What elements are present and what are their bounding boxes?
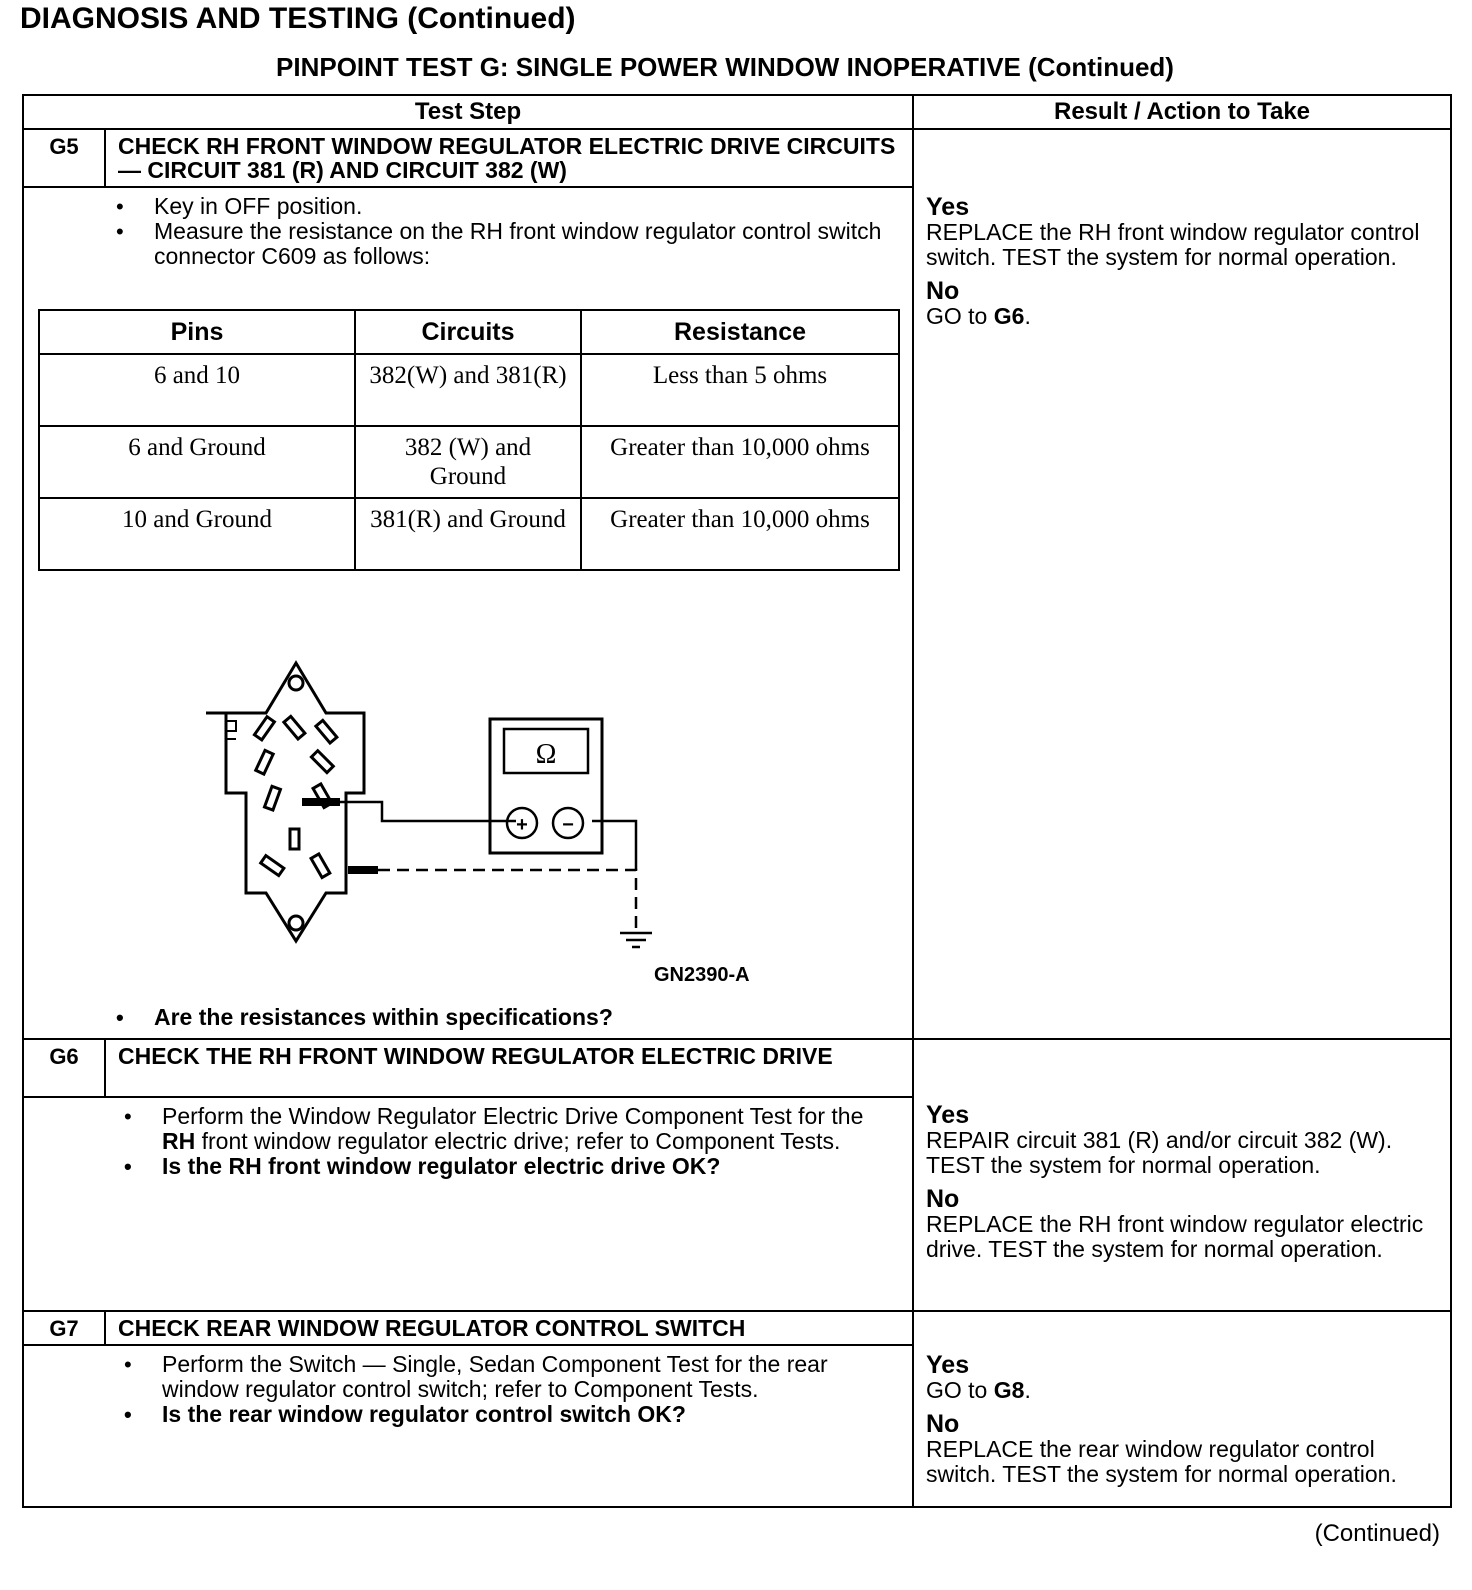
yes-action: GO to G8.: [926, 1377, 1031, 1403]
result-cell: [913, 1039, 1451, 1311]
no-action: REPLACE the RH front window regulator electric drive. TEST the system for normal operation.: [926, 1211, 1424, 1262]
column-header: Pins: [39, 310, 355, 354]
table-cell: 6 and Ground: [39, 426, 355, 498]
pinpoint-test-title: PINPOINT TEST G: SINGLE POWER WINDOW INOPERATIVE (Continued): [276, 52, 1174, 82]
yes-label: Yes: [926, 1101, 970, 1129]
no-label: No: [926, 1410, 960, 1438]
ohm-symbol: Ω: [535, 739, 557, 770]
step-id: G5: [23, 129, 105, 187]
step-body: [23, 1345, 913, 1507]
figure-code: GN2390-A: [654, 964, 750, 986]
column-header: Resistance: [581, 310, 899, 354]
step-bullet: • Key in OFF position.: [154, 194, 902, 219]
step-title: CHECK RH FRONT WINDOW REGULATOR ELECTRIC DRIVE CIRCUITS — CIRCUIT 381 (R) AND CIRCUIT 382 (W): [105, 129, 913, 187]
plus-terminal-label: +: [516, 814, 528, 836]
table-cell: 6 and 10: [39, 354, 355, 426]
step-id: G7: [23, 1311, 105, 1345]
ground-icon: [620, 933, 652, 947]
table-cell: 381(R) and Ground: [355, 498, 581, 570]
step-question: • Is the rear window regulator control switch OK?: [162, 1402, 902, 1427]
result-cell: [913, 1311, 1451, 1507]
step-bullet: • Perform the Switch — Single, Sedan Component Test for the rear window regulator control switch; refer to Component Tests.: [162, 1352, 902, 1402]
ohmmeter-diagram: [32, 571, 832, 991]
test-step-header: Test Step: [23, 95, 913, 129]
yes-action: REPLACE the RH front window regulator control switch. TEST the system for normal operation.: [926, 219, 1420, 270]
table-cell: 382(W) and 381(R): [355, 354, 581, 426]
step-body: [23, 1097, 913, 1311]
yes-label: Yes: [926, 1351, 970, 1379]
probe-negative: [348, 866, 378, 874]
step-bullet: • Perform the Window Regulator Electric Drive Component Test for the RH front window regulator electric drive; refer to Component Tests.: [162, 1104, 902, 1154]
yes-action: REPAIR circuit 381 (R) and/or circuit 382 (W). TEST the system for normal operation.: [926, 1127, 1393, 1178]
no-action: GO to G6.: [926, 303, 1031, 329]
table-row: [39, 498, 899, 570]
continued-note: (Continued): [1314, 1520, 1440, 1547]
table-row: [39, 426, 899, 498]
step-question: • Is the RH front window regulator electric drive OK?: [162, 1154, 902, 1179]
no-label: No: [926, 277, 960, 305]
step-bullet: • Measure the resistance on the RH front window regulator control switch connector C609 as follows:: [154, 219, 902, 269]
step-body: [23, 187, 913, 1039]
page-title: DIAGNOSIS AND TESTING (Continued): [20, 2, 576, 35]
table-cell: 10 and Ground: [39, 498, 355, 570]
result-header: Result / Action to Take: [913, 95, 1451, 129]
yes-label: Yes: [926, 193, 970, 221]
table-row: [39, 354, 899, 426]
step-question: • Are the resistances within specifications?: [154, 1005, 902, 1030]
probe-positive: [302, 798, 340, 806]
step-id: G6: [23, 1039, 105, 1097]
column-header: Circuits: [355, 310, 581, 354]
result-cell: [913, 129, 1451, 1039]
table-cell: Greater than 10,000 ohms: [581, 498, 899, 570]
no-action: REPLACE the rear window regulator control switch. TEST the system for normal operation.: [926, 1436, 1397, 1487]
step-title: CHECK REAR WINDOW REGULATOR CONTROL SWITCH: [105, 1311, 913, 1345]
step-title: CHECK THE RH FRONT WINDOW REGULATOR ELECTRIC DRIVE: [105, 1039, 913, 1097]
no-label: No: [926, 1185, 960, 1213]
table-cell: Greater than 10,000 ohms: [581, 426, 899, 498]
table-cell: Less than 5 ohms: [581, 354, 899, 426]
minus-terminal-label: −: [562, 814, 574, 836]
table-cell: 382 (W) and Ground: [355, 426, 581, 498]
test-table: [22, 94, 1452, 1508]
resistance-table: [38, 309, 900, 571]
